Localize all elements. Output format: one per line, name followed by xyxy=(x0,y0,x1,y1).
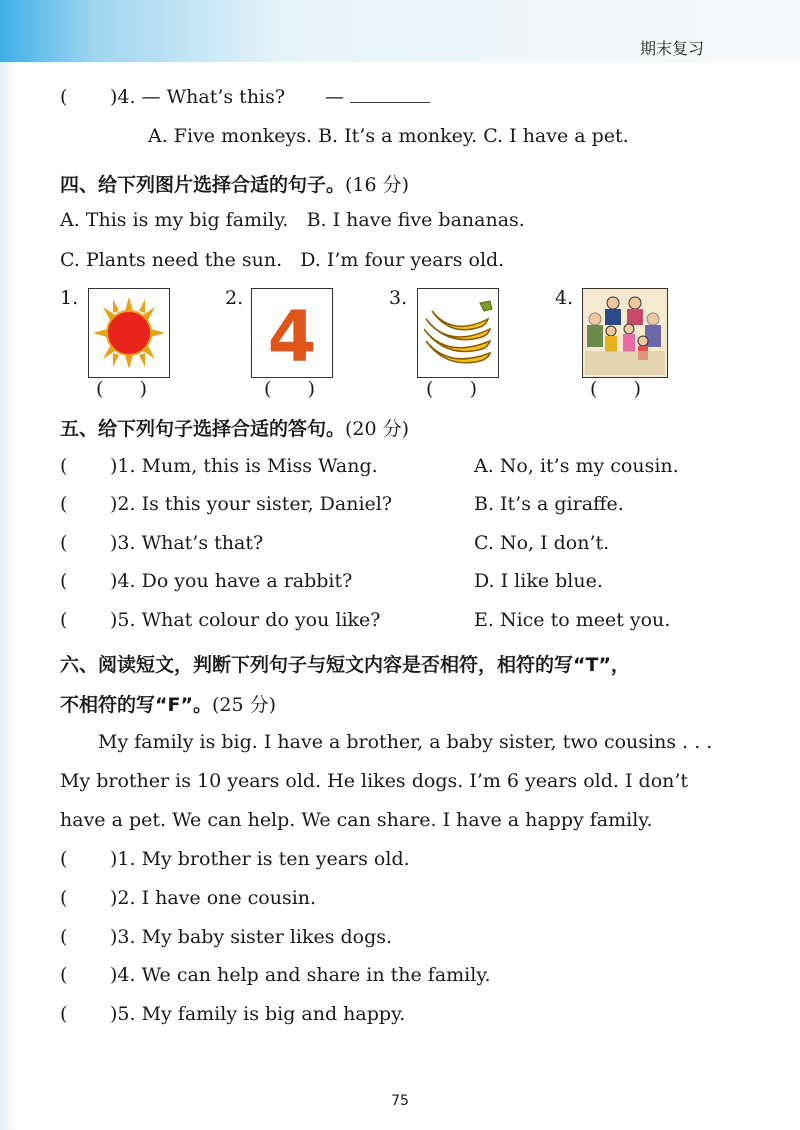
picture-sun xyxy=(88,288,170,378)
statement-text: )4. We can help and share in the family. xyxy=(110,964,491,986)
passage-line: My brother is 10 years old. He likes dogs. I’m 6 years old. I don’t xyxy=(60,770,689,792)
picture-four xyxy=(251,288,333,378)
picture-number: 4. xyxy=(555,287,574,309)
section4-score: (16 分) xyxy=(345,174,410,196)
answer-paren[interactable]: ( xyxy=(60,1003,68,1025)
q4-answer-dash: — xyxy=(325,86,430,108)
section6-heading-line2 xyxy=(60,690,276,717)
q4-paren-open: ( xyxy=(60,86,68,108)
picture-answer-paren[interactable]: ( ) xyxy=(264,378,316,400)
section6-title-line1: 六、阅读短文，判断下列句子与短文内容是否相符，相符的写“T”， xyxy=(60,654,630,676)
answer-paren[interactable]: ( xyxy=(60,848,68,870)
statement-text: )5. My family is big and happy. xyxy=(110,1003,406,1025)
q4-question: )4. — What’s this? xyxy=(110,86,286,108)
answer-paren[interactable]: ( xyxy=(60,964,68,986)
answer-option: D. I like blue. xyxy=(474,570,603,592)
question-text: )5. What colour do you like? xyxy=(110,609,381,631)
answer-paren[interactable]: ( xyxy=(60,570,68,592)
section6-score: (25 分) xyxy=(211,694,277,716)
answer-paren[interactable]: ( xyxy=(60,926,68,948)
answer-blank[interactable] xyxy=(350,88,430,103)
section5-heading xyxy=(60,414,409,441)
answer-option: A. No, it’s my cousin. xyxy=(474,455,679,477)
passage-line: have a pet. We can help. We can share. I have a happy family. xyxy=(60,809,653,831)
section6-title-line2: 不相符的写“F”。 xyxy=(60,694,212,716)
answer-paren[interactable]: ( xyxy=(60,455,68,477)
section4-heading xyxy=(60,170,409,197)
four-digit: 4 xyxy=(267,296,317,377)
picture-answer-paren[interactable]: ( ) xyxy=(426,378,478,400)
section5-score: (20 分) xyxy=(345,418,410,440)
section4-options-line2: C. Plants need the sun. D. I’m four years old. xyxy=(60,249,505,271)
picture-number: 1. xyxy=(60,287,79,309)
answer-paren[interactable]: ( xyxy=(60,532,68,554)
section4-title: 四、给下列图片选择合适的句子。 xyxy=(60,174,346,196)
page-edge-shadow xyxy=(0,0,18,1130)
picture-bananas xyxy=(417,288,499,378)
section5-title: 五、给下列句子选择合适的答句。 xyxy=(60,418,346,440)
section4-options-line1: A. This is my big family. B. I have five bananas. xyxy=(60,209,525,231)
page-number: 75 xyxy=(391,1093,409,1109)
answer-option: E. Nice to meet you. xyxy=(474,609,671,631)
question-text: )4. Do you have a rabbit? xyxy=(110,570,353,592)
family-icon xyxy=(583,289,667,377)
picture-answer-paren[interactable]: ( ) xyxy=(590,378,642,400)
answer-paren[interactable]: ( xyxy=(60,493,68,515)
picture-number: 2. xyxy=(225,287,244,309)
bananas-icon xyxy=(418,289,498,377)
statement-text: )1. My brother is ten years old. xyxy=(110,848,410,870)
statement-text: )3. My baby sister likes dogs. xyxy=(110,926,393,948)
answer-paren[interactable]: ( xyxy=(60,609,68,631)
picture-family xyxy=(582,288,668,378)
picture-answer-paren[interactable]: ( ) xyxy=(96,378,148,400)
question-text: )2. Is this your sister, Daniel? xyxy=(110,493,393,515)
answer-paren[interactable]: ( xyxy=(60,887,68,909)
question-text: )3. What’s that? xyxy=(110,532,264,554)
question-text: )1. Mum, this is Miss Wang. xyxy=(110,455,378,477)
answer-option: C. No, I don’t. xyxy=(474,532,610,554)
q4-options: A. Five monkeys. B. It’s a monkey. C. I have a pet. xyxy=(148,125,629,147)
sun-icon xyxy=(89,289,169,377)
picture-number: 3. xyxy=(389,287,408,309)
header-label: 期末复习 xyxy=(639,39,704,58)
answer-option: B. It’s a giraffe. xyxy=(474,493,624,515)
statement-text: )2. I have one cousin. xyxy=(110,887,317,909)
number-four-icon xyxy=(252,289,332,377)
passage-line: My family is big. I have a brother, a baby sister, two cousins . . . xyxy=(98,731,713,753)
